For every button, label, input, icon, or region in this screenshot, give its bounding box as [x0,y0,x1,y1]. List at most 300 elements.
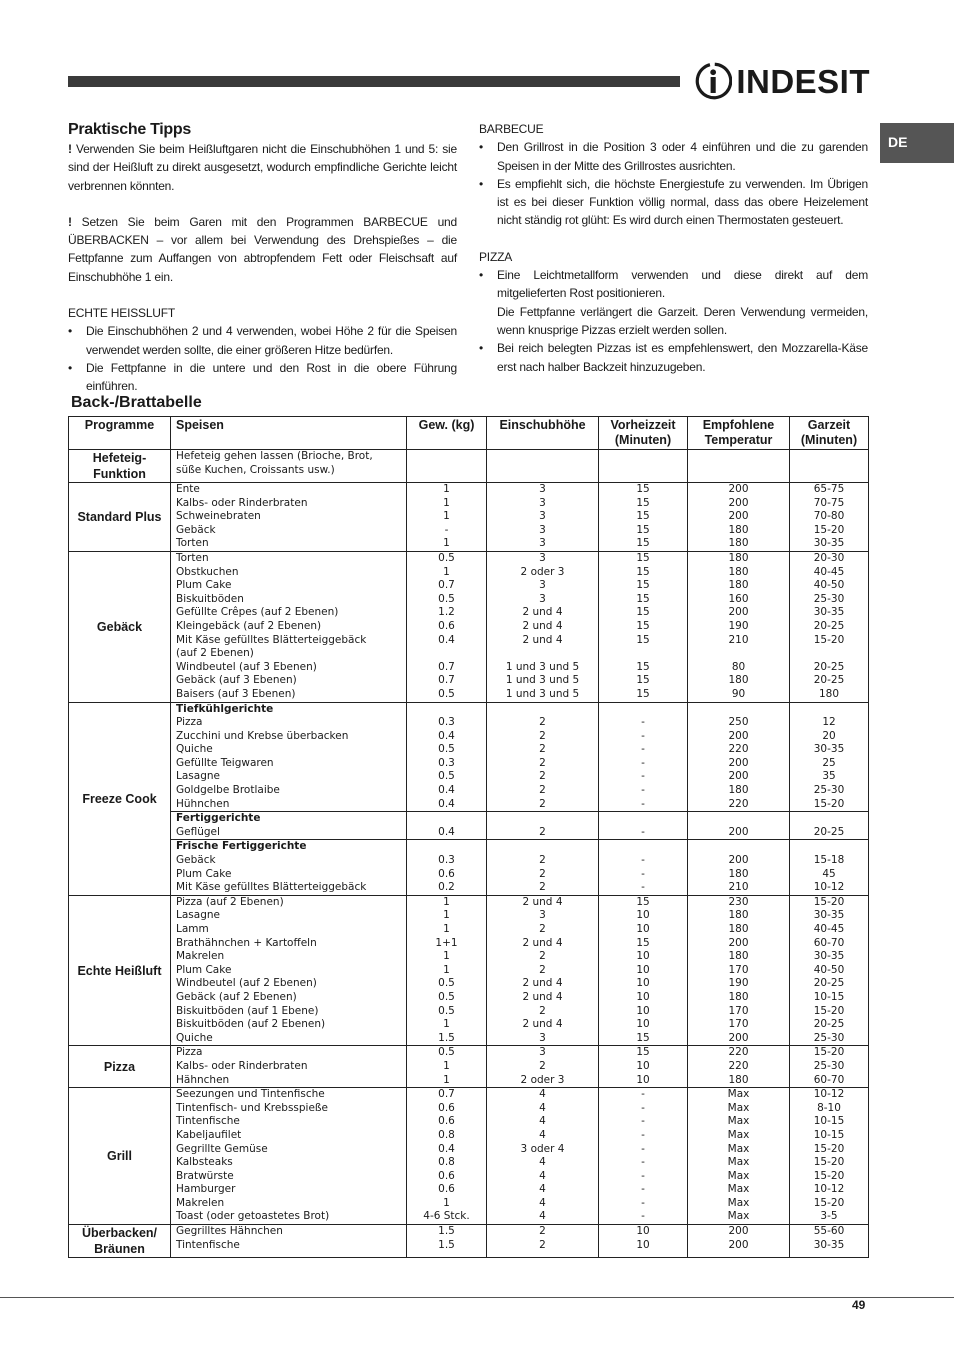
cell-value: 20-25 [813,674,845,687]
cell-value: 3 [539,483,546,495]
cell-value: 40-50 [813,963,845,976]
cell-value: 2 [539,825,546,838]
cell-value: 220 [728,1059,749,1072]
food-name: Windbeutel (auf 3 Ebenen) [176,660,317,673]
program-cell: Standard Plus [69,483,171,552]
list-item: • Es empfiehlt sich, die höchste Energiestufe zu verwenden. Im Übrigen ist es bei dieser Funktion völlig normal, dass das obere Heizelement nicht ständig rot glüht: Es wird durch einen Thermostaten gesteuert. [479,175,868,230]
value-cell [688,1225,790,1258]
cell-value: Max [727,1142,750,1155]
cell-value: 200 [728,510,749,523]
cell-value: 200 [728,825,749,838]
cell-value [410,450,483,464]
cell-value: 3 [539,909,546,922]
cell-value: 0.7 [438,674,455,687]
brand-name: INDESIT [736,62,870,100]
cell-value: 0.7 [438,579,455,592]
baking-table [68,416,869,1258]
barbecue-list [479,138,868,229]
food-cell [171,812,407,840]
cell-value: 1 [443,510,450,523]
value-cell [599,840,688,895]
cell-value: 2 [539,784,546,797]
table-header-row [69,417,869,450]
cell-value: 2 oder 3 [520,565,565,578]
food-cell [171,450,407,483]
value-cell [487,1088,599,1225]
table-row [69,450,869,483]
cell-value: 180 [728,674,749,687]
cell-value: 2 und 4 [522,895,563,908]
cell-value: 200 [728,729,749,742]
food-name: Baisers (auf 3 Ebenen) [176,687,296,700]
value-cell [599,483,688,552]
cell-value: 200 [728,1225,749,1238]
cell-value: 160 [728,592,749,605]
cell-value: 200 [728,496,749,509]
cell-value: - [641,756,645,769]
cell-value: 0.4 [438,633,455,646]
value-cell [487,895,599,1046]
cell-value: 0.6 [438,867,455,880]
cell-value: 15 [636,619,650,632]
cell-value: 3 [539,496,546,509]
cell-value: 3 oder 4 [520,1142,565,1155]
tip-paragraph: ! Setzen Sie beim Garen mit den Programmen BARBECUE und ÜBERBACKEN – vor allem bei Verwendung des Drehspießes – die Fettpfanne zum Auffangen von abtropfendem Fett oder Fleischsaft auf Einschubhöhe 1 ein. [68,214,457,284]
value-cell [790,450,869,483]
tip-paragraph: ! Verwenden Sie beim Heißluftgaren nicht die Einschubhöhen 1 und 5: sie sind der Heißluft zu direkt ausgesetzt, wodurch empfindliche Gerichte leicht verbrennen könnten. [68,142,457,193]
program-cell: Grill [69,1088,171,1225]
value-cell [487,450,599,483]
program-cell: Echte Heißluft [69,895,171,1046]
cell-value: 20-25 [813,1018,845,1031]
value-cell [487,1046,599,1088]
food-name: Seezungen und Tintenfische [176,1088,325,1101]
cell-value: 15-18 [813,854,845,867]
cell-value: 190 [728,977,749,990]
cell-value: 10 [636,1059,650,1072]
value-cell [688,450,790,483]
food-name: Gebäck [176,523,216,536]
food-name: (auf 2 Ebenen) [176,647,254,660]
cell-value: 60-70 [813,936,845,949]
cell-value [410,647,483,661]
cell-value: Max [727,1183,750,1196]
tips-title: Praktische Tipps [68,121,191,138]
cell-value: 90 [731,687,746,700]
cell-value: 1 [443,895,450,908]
cell-value [793,647,865,661]
value-cell [599,1088,688,1225]
cell-value: - [641,1196,645,1209]
value-cell [407,840,487,895]
cell-value: 30-35 [813,537,845,550]
cell-value: 3-5 [820,1210,838,1223]
cell-value: 10 [636,950,650,963]
cell-value: 10-12 [813,881,845,894]
cell-value: - [641,797,645,810]
cell-value: 70-75 [813,496,845,509]
food-name: Kabeljaufilet [176,1128,242,1141]
brand-logo [694,57,870,105]
cell-value: 0.3 [438,716,455,729]
cell-value: 15-20 [813,895,845,908]
food-name: Kalbsteaks [176,1156,233,1169]
cell-value: 2 und 4 [522,1018,563,1031]
cell-value: 0.5 [438,770,455,783]
value-cell [790,1046,869,1088]
echte-heissluft-list [68,322,457,395]
food-name: Hühnchen [176,797,230,810]
cell-value [602,450,684,464]
cell-value: 15 [636,510,650,523]
cell-value: 15-20 [813,1046,845,1059]
col-header: Programme [69,417,171,450]
cell-value: 0.5 [438,1004,455,1017]
cell-value: 1 [443,963,450,976]
cell-value: 15 [636,483,650,495]
food-name: Pizza [176,1046,203,1059]
cell-value: 2 und 4 [522,990,563,1003]
cell-value: - [641,1156,645,1169]
cell-value: 0.6 [438,1183,455,1196]
program-cell: Überbacken/ Bräunen [69,1225,171,1258]
cell-value: 2 und 4 [522,936,563,949]
value-cell [407,1046,487,1088]
food-name: Plum Cake [176,867,232,880]
subheading-echte-heissluft: ECHTE HEISSLUFT [68,306,176,321]
cell-value: 0.6 [438,1115,455,1128]
cell-value: 15 [636,496,650,509]
food-name: Torten [176,551,209,564]
table-row [69,551,869,702]
cell-value: 15-20 [813,1196,845,1209]
cell-value: 4 [539,1115,546,1128]
cell-value: 15-20 [813,1156,845,1169]
cell-value: 2 [539,770,546,783]
cell-value: - [641,1183,645,1196]
header-rule [68,76,680,87]
cell-value: 4 [539,1210,546,1223]
food-name: Bratwürste [176,1169,234,1182]
cell-value: 220 [728,1046,749,1059]
cell-value: 180 [728,565,749,578]
cell-value: 2 und 4 [522,606,563,619]
cell-value: 35 [822,770,836,783]
program-cell: Freeze Cook [69,702,171,895]
food-name: Gebäck [176,854,216,867]
tips-left-column [68,120,457,396]
list-item: • Eine Leichtmetallform verwenden und diese direkt auf dem mitgelieferten Rost positionieren. Die Fettpfanne verlängert die Garzeit. Deren Verwendung vermeiden, wenn knusprige Pizzas erzielt werden sollen. [479,266,868,339]
food-name: Makrelen [176,1196,225,1209]
cell-value: 210 [728,633,749,646]
cell-value: 15 [636,936,650,949]
cell-value: 30-35 [813,743,845,756]
cell-value: 40-45 [813,923,845,935]
food-name: Makrelen [176,950,225,963]
cell-value: 15 [636,660,650,673]
food-name: Mit Käse gefülltes Blätterteiggebäck [176,633,367,646]
cell-value: 4 [539,1156,546,1169]
cell-value: 4 [539,1128,546,1141]
cell-value: - [641,1088,645,1101]
food-name: Toast (oder getoastetes Brot) [176,1210,330,1223]
value-cell [790,840,869,895]
cell-value: 1 [443,950,450,963]
cell-value: 180 [728,551,749,564]
cell-value: 1.5 [438,1031,455,1044]
cell-value: 40-50 [813,579,845,592]
cell-value: 0.6 [438,1101,455,1114]
food-name: Obstkuchen [176,565,239,578]
cell-value: 0.8 [438,1128,455,1141]
cell-value: 20-25 [813,825,845,838]
cell-value: 1 [443,1196,450,1209]
food-name: Hamburger [176,1183,236,1196]
cell-value: 30-35 [813,909,845,922]
value-cell [688,702,790,812]
food-name: Goldgelbe Brotlaibe [176,784,280,797]
cell-value: 1 und 3 und 5 [505,660,580,673]
cell-value: 55-60 [813,1225,845,1238]
cell-value: Max [727,1088,750,1101]
cell-value: 2 [539,729,546,742]
value-cell [407,1088,487,1225]
cell-value: 15 [636,687,650,700]
cell-value: 4 [539,1169,546,1182]
cell-value: 1 [443,909,450,922]
cell-value: - [641,1101,645,1114]
list-item: • Die Einschubhöhen 2 und 4 verwenden, wobei Höhe 2 für die Speisen verwendet werden sollte, die einer größeren Hitze bedürfen. [68,322,457,359]
cell-value: 15 [636,1046,650,1059]
language-tab: DE [880,123,954,163]
value-cell [599,702,688,812]
cell-value: 4 [539,1088,546,1101]
cell-value: - [444,523,449,536]
value-cell [688,1046,790,1088]
food-name: Biskuitböden [176,592,244,605]
cell-value: 0.6 [438,1169,455,1182]
cell-value: 0.5 [438,990,455,1003]
cell-value: 15-20 [813,1004,845,1017]
cell-value: 180 [728,537,749,550]
food-name: Zucchini und Krebse überbacken [176,729,349,742]
cell-value: 1.2 [438,606,455,619]
cell-value: 250 [728,716,749,729]
food-name: Gefüllte Crêpes (auf 2 Ebenen) [176,606,339,619]
cell-value: 180 [728,523,749,536]
food-name: Hefeteig gehen lassen (Brioche, Brot, [176,450,373,462]
cell-value: 12 [822,716,836,729]
food-name: Pizza (auf 2 Ebenen) [176,895,284,908]
cell-value: 200 [728,854,749,867]
cell-value: 10-15 [813,990,845,1003]
cell-value: 180 [818,687,840,700]
table-row [69,895,869,1046]
cell-value: 15 [636,895,650,908]
cell-value: 10 [636,1004,650,1017]
cell-value: 200 [728,1031,749,1044]
food-cell [171,702,407,812]
cell-value: 2 [539,743,546,756]
cell-value: 1 [443,537,450,550]
food-name: Gebäck (auf 2 Ebenen) [176,990,297,1003]
table-row [69,1088,869,1225]
cell-value: 25-30 [813,784,845,797]
cell-value [691,464,786,478]
value-cell [599,812,688,840]
cell-value: Max [727,1101,750,1114]
cell-value [490,647,595,661]
cell-value: 0.2 [438,881,455,894]
cell-value: 15 [636,565,650,578]
list-item: • Die Fettpfanne in die untere und den Rost in die obere Führung einführen. [68,359,457,396]
cell-value: - [641,1169,645,1182]
cell-value: 2 [539,1238,546,1251]
cell-value: 10 [636,923,650,935]
cell-value: 15-20 [813,633,845,646]
pizza-list [479,266,868,376]
cell-value: 1 [443,1018,450,1031]
cell-value: 2 [539,881,546,894]
cell-value: 1+1 [435,936,458,949]
food-name: Kalbs- oder Rinderbraten [176,1059,308,1072]
cell-value: 20 [822,729,836,742]
group-heading: Frische Fertiggerichte [176,840,307,853]
cell-value: 2 [539,1059,546,1072]
food-name: Kleingebäck (auf 2 Ebenen) [176,619,322,632]
col-header: Gew. (kg) [407,417,487,450]
cell-value: 15 [636,1031,650,1044]
cell-value: 10 [636,1073,650,1086]
value-cell [790,895,869,1046]
cell-value: 15 [636,592,650,605]
col-header: Empfohlene Temperatur [688,417,790,450]
food-name: Lasagne [176,909,220,922]
cell-value: 2 [539,756,546,769]
food-name: Torten [176,537,209,550]
tips-right-column [479,120,868,376]
table-row [69,1225,869,1258]
cell-value: 10 [636,1225,650,1238]
cell-value: 15-20 [813,1142,845,1155]
cell-value: 2 [539,950,546,963]
food-cell [171,551,407,702]
cell-value: 10 [636,1238,650,1251]
cell-value: 1 und 3 und 5 [505,687,580,700]
value-cell [407,1225,487,1258]
food-name: Hähnchen [176,1073,230,1086]
value-cell [599,1225,688,1258]
cell-value: Max [727,1128,750,1141]
table-row [69,1046,869,1088]
food-name: Tintenfische [176,1238,240,1251]
cell-value: 10-15 [813,1128,845,1141]
cell-value: 2 [539,1004,546,1017]
cell-value [793,450,865,464]
cell-value: 4 [539,1101,546,1114]
cell-value: - [641,770,645,783]
food-name: Biskuitböden (auf 2 Ebenen) [176,1018,326,1031]
cell-value: 0.5 [438,1046,455,1059]
program-cell: Pizza [69,1046,171,1088]
cell-value: 0.6 [438,619,455,632]
subheading-barbecue: BARBECUE [479,122,544,136]
cell-value: 20-25 [813,660,845,673]
cell-value: 3 [539,523,546,536]
value-cell [790,1088,869,1225]
value-cell [688,551,790,702]
cell-value: - [641,1142,645,1155]
cell-value: 3 [539,579,546,592]
cell-value: 10 [636,963,650,976]
cell-value: 0.8 [438,1156,455,1169]
cell-value: 1 [443,483,450,495]
cell-value: 0.5 [438,592,455,605]
food-name: Tintenfisch- und Krebsspieße [176,1101,328,1114]
value-cell [487,551,599,702]
value-cell [688,483,790,552]
group-heading: Tiefkühlgerichte [176,702,274,715]
cell-value: Max [727,1156,750,1169]
value-cell [487,840,599,895]
cell-value: Max [727,1169,750,1182]
food-name: Brathähnchen + Kartoffeln [176,936,317,949]
cell-value: 200 [728,483,749,495]
cell-value: - [641,1210,645,1223]
cell-value: 15 [636,674,650,687]
group-heading: Fertiggerichte [176,812,261,825]
cell-value: 0.7 [438,660,455,673]
cell-value: 1 [443,496,450,509]
cell-value: 0.5 [438,687,455,700]
cell-value: - [641,729,645,742]
cell-value: 4-6 Stck. [423,1210,470,1223]
food-cell [171,1088,407,1225]
cell-value: - [641,867,645,880]
value-cell [407,702,487,812]
page-number: 49 [852,1298,866,1312]
value-cell [407,895,487,1046]
cell-value: 25-30 [813,1059,845,1072]
cell-value: 0.4 [438,784,455,797]
cell-value: 0.4 [438,1142,455,1155]
cell-value: 2 [539,854,546,867]
cell-value: 30-35 [813,950,845,963]
cell-value: 180 [728,867,749,880]
cell-value: 10-12 [813,1183,845,1196]
cell-value: 180 [728,579,749,592]
cell-value: 2 oder 3 [520,1073,565,1086]
cell-value [602,647,684,661]
food-name: Gebäck (auf 3 Ebenen) [176,674,297,687]
cell-value: 200 [728,936,749,949]
value-cell [790,1225,869,1258]
footer-rule [0,1297,954,1298]
cell-value: 2 [539,797,546,810]
value-cell [688,840,790,895]
cell-value: Max [727,1210,750,1223]
cell-value: 2 und 4 [522,977,563,990]
cell-value: 10 [636,1018,650,1031]
cell-value: 4 [539,1183,546,1196]
cell-value: 15 [636,633,650,646]
cell-value: 1 [443,565,450,578]
cell-value: 10-12 [813,1088,845,1101]
food-cell [171,1225,407,1258]
cell-value: 3 [539,592,546,605]
list-item: • Bei reich belegten Pizzas ist es empfehlenswert, den Mozzarella-Käse erst nach halber Backzeit hinzuzugeben. [479,339,868,376]
cell-value [793,464,865,478]
